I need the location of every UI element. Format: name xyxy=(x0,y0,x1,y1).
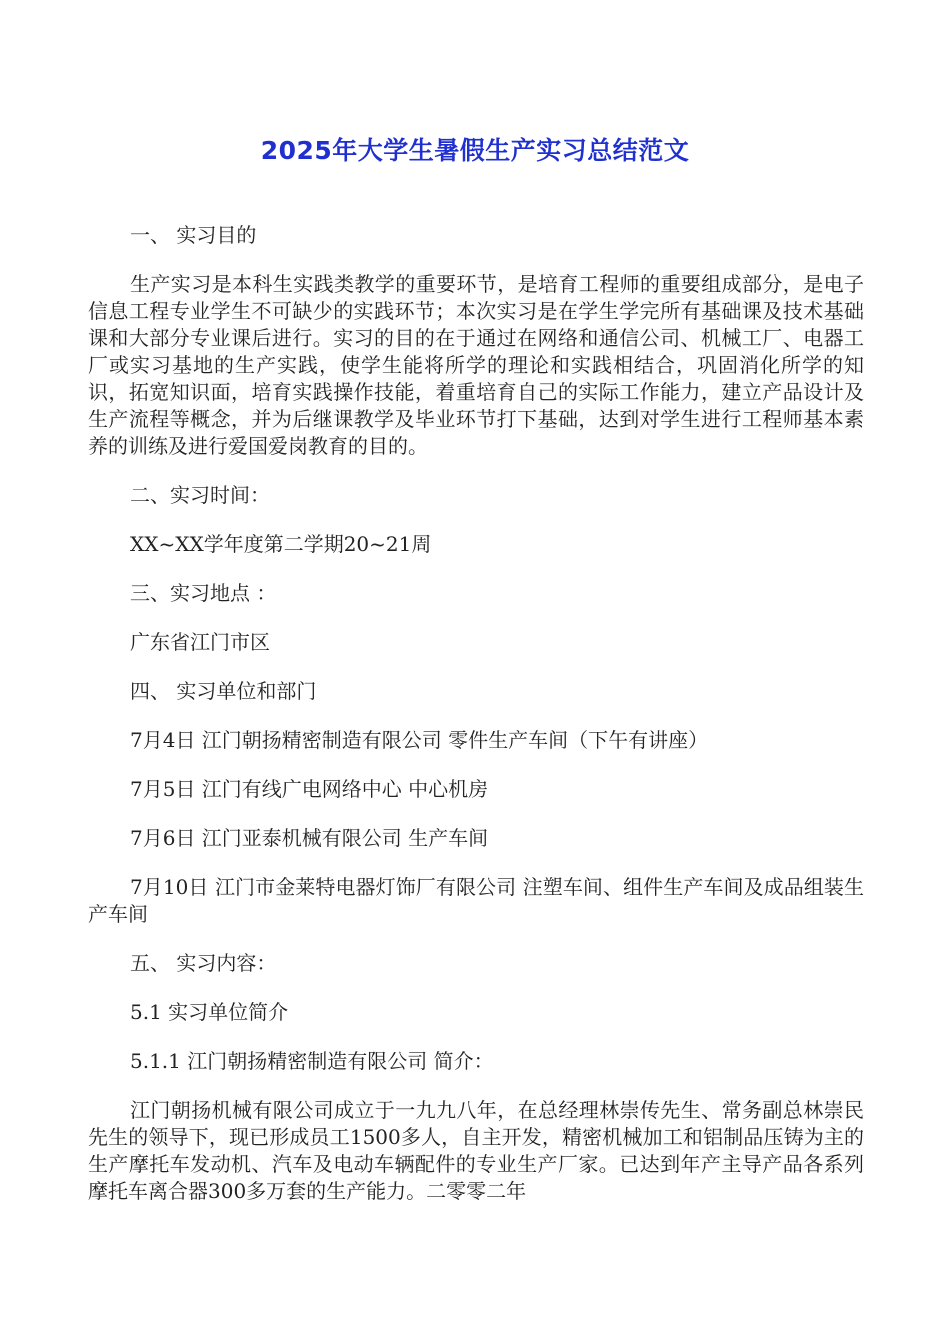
document-body xyxy=(88,222,864,1205)
section-heading-time: 二、实习时间： xyxy=(130,483,270,507)
schedule-item: 7月10日 江门市金莱特电器灯饰厂有限公司 注塑车间、组件生产车间及成品组装生产车间 xyxy=(88,875,864,926)
section-heading-purpose: 一、 实习目的 xyxy=(130,223,257,247)
schedule-item: 7月4日 江门朝扬精密制造有限公司 零件生产车间（下午有讲座） xyxy=(130,728,709,752)
schedule-item: 7月5日 江门有线广电网络中心 中心机房 xyxy=(130,777,489,801)
subsection-heading: 5.1 实习单位简介 xyxy=(130,1000,289,1024)
paragraph-location: 广东省江门市区 xyxy=(130,630,270,654)
paragraph-time: XX~XX学年度第二学期20~21周 xyxy=(130,532,432,556)
section-heading-units: 四、 实习单位和部门 xyxy=(130,679,317,703)
section-heading-content: 五、 实习内容： xyxy=(130,951,277,975)
subsection-heading: 5.1.1 江门朝扬精密制造有限公司 简介： xyxy=(130,1049,494,1073)
schedule-item: 7月6日 江门亚泰机械有限公司 生产车间 xyxy=(130,826,489,850)
paragraph-purpose: 生产实习是本科生实践类教学的重要环节，是培育工程师的重要组成部分，是电子信息工程专业学生不可缺少的实践环节；本次实习是在学生学完所有基础课及技术基础课和大部分专业课后进行。实习的目的在于通过在网络和通信公司、机械工厂、电器工厂或实习基地的生产实践，使学生能将所学的理论和实践相结合，巩固消化所学的知识，拓宽知识面，培育实践操作技能，着重培育自己的实际工作能力，建立产品设计及生产流程等概念，并为后继课教学及毕业环节打下基础，达到对学生进行工程师基本素养的训练及进行爱国爱岗教育的目的。 xyxy=(88,272,864,458)
section-heading-location: 三、实习地点 ： xyxy=(130,581,277,605)
document-title: 2025年大学生暑假生产实习总结范文 xyxy=(260,136,690,165)
paragraph-company-intro: 江门朝扬机械有限公司成立于一九九八年，在总经理林崇传先生、常务副总林崇民先生的领导下，现已形成员工1500多人，自主开发，精密机械加工和铝制品压铸为主的生产摩托车发动机、汽车及电动车辆配件的专业生产厂家。已达到年产主导产品各系列摩托车离合器300多万套的生产能力。二零零二年 xyxy=(88,1098,864,1203)
